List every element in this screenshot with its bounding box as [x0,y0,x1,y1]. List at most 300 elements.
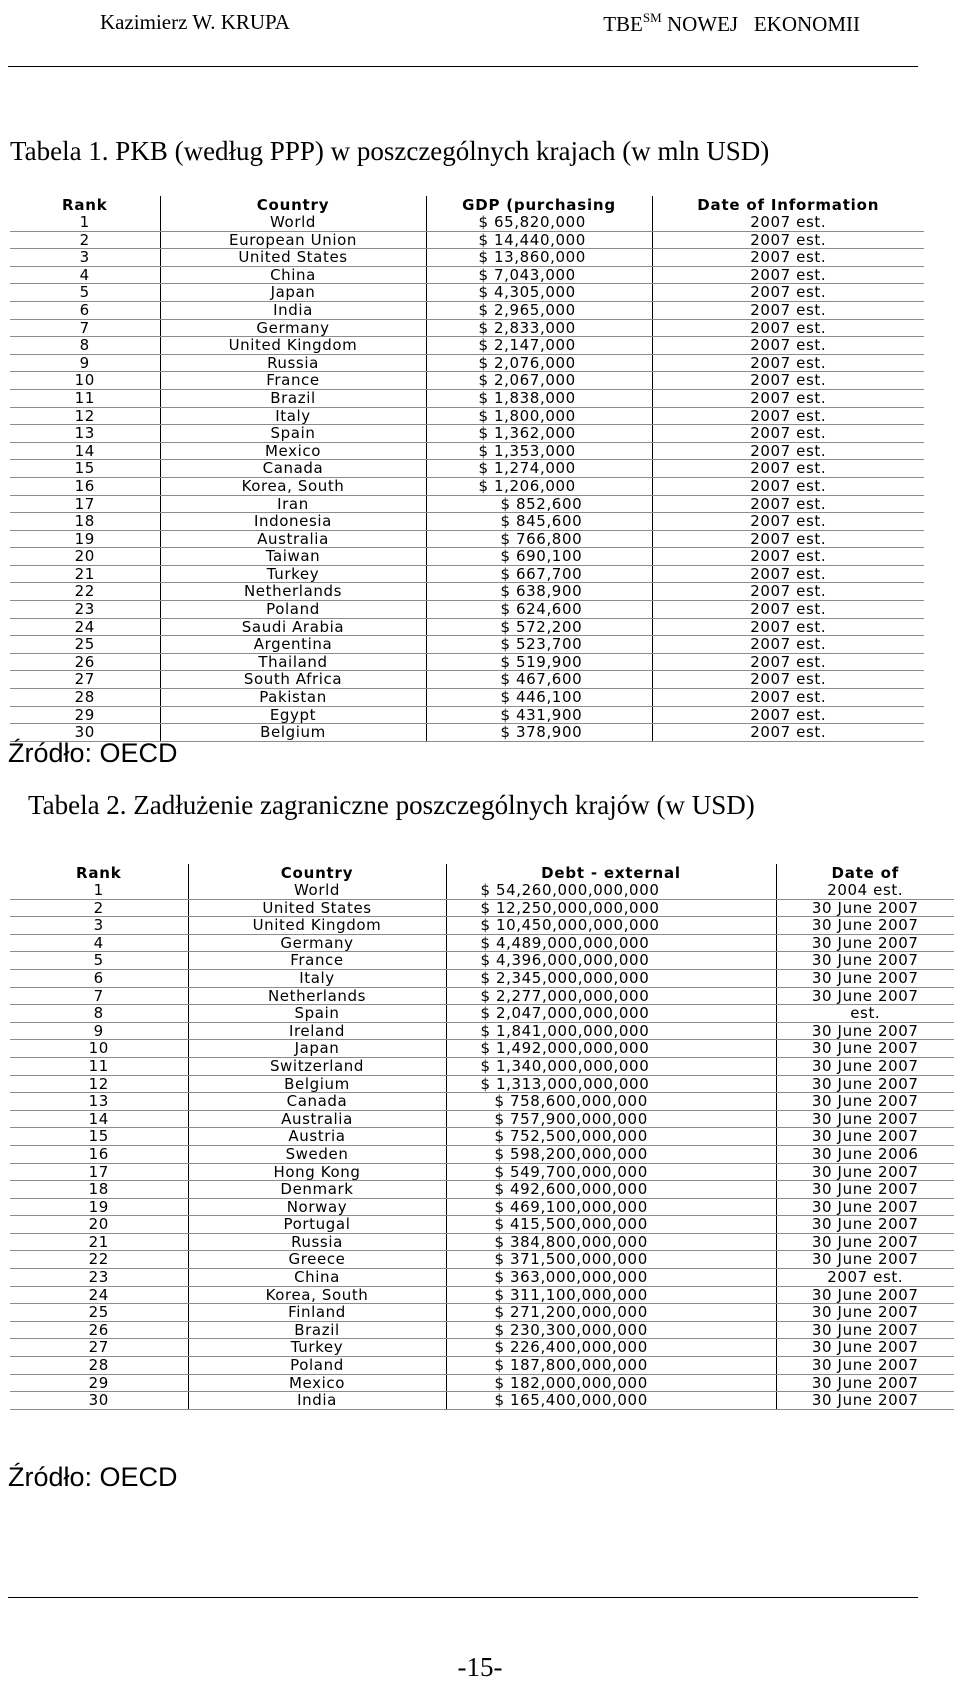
gdp-table-row [10,442,924,460]
date-cell: 30 June 2007 [776,1093,954,1111]
rank-cell: 30 [10,1392,188,1410]
date-cell: 2007 est. [652,372,924,390]
header-rule [8,66,918,67]
date-cell: 30 June 2006 [776,1145,954,1163]
rank-cell: 19 [10,530,160,548]
amount-cell: $ 311,100,000,000 [446,1286,776,1304]
country-cell: Mexico [188,1374,446,1392]
country-cell: Japan [188,1040,446,1058]
debt-table-row [10,1251,954,1269]
gdp-table-row [10,477,924,495]
date-cell: 2007 est. [652,319,924,337]
date-cell: 30 June 2007 [776,1198,954,1216]
amount-cell: $ 2,067,000 [426,372,652,390]
rank-cell: 1 [10,882,188,899]
date-cell: 30 June 2007 [776,969,954,987]
amount-cell: $ 384,800,000,000 [446,1233,776,1251]
date-cell: 30 June 2007 [776,1057,954,1075]
amount-cell: $ 230,300,000,000 [446,1321,776,1339]
date-cell: 30 June 2007 [776,1392,954,1410]
date-cell: 30 June 2007 [776,1163,954,1181]
country-cell: Russia [188,1233,446,1251]
rank-cell: 8 [10,1005,188,1023]
amount-cell: $ 598,200,000,000 [446,1145,776,1163]
date-cell: 30 June 2007 [776,1040,954,1058]
debt-table-row [10,969,954,987]
rank-cell: 12 [10,1075,188,1093]
debt-table-row [10,1075,954,1093]
rank-cell: 6 [10,969,188,987]
date-cell: 2007 est. [776,1269,954,1287]
rank-cell: 13 [10,425,160,443]
date-cell: 30 June 2007 [776,1233,954,1251]
footer-rule [8,1597,918,1598]
country-cell: Russia [160,354,426,372]
debt-table-row [10,899,954,917]
debt-table-row [10,917,954,935]
gdp-table-row [10,565,924,583]
gdp-table-row [10,618,924,636]
country-cell: Brazil [188,1321,446,1339]
country-cell: World [188,882,446,899]
gdp-table-row [10,372,924,390]
country-cell: United Kingdom [188,917,446,935]
amount-cell: $ 4,489,000,000,000 [446,934,776,952]
rank-cell: 27 [10,1339,188,1357]
rank-cell: 2 [10,231,160,249]
rank-cell: 7 [10,319,160,337]
rank-cell: 27 [10,671,160,689]
amount-cell: $ 1,206,000 [426,477,652,495]
date-cell: 2007 est. [652,601,924,619]
country-cell: United States [188,899,446,917]
amount-cell: $ 572,200 [426,618,652,636]
amount-cell: $ 1,274,000 [426,460,652,478]
date-cell: 2007 est. [652,249,924,267]
gdp-table-row [10,636,924,654]
amount-cell: $ 54,260,000,000,000 [446,882,776,899]
amount-cell: $ 690,100 [426,548,652,566]
rank-cell: 24 [10,1286,188,1304]
country-cell: Canada [160,460,426,478]
date-cell: 30 June 2007 [776,1339,954,1357]
rank-cell: 28 [10,689,160,707]
amount-cell: $ 2,965,000 [426,301,652,319]
country-cell: Korea, South [160,477,426,495]
debt-table-row [10,1216,954,1234]
amount-cell: $ 492,600,000,000 [446,1181,776,1199]
journal-superscript: SM [642,10,662,25]
country-cell: Saudi Arabia [160,618,426,636]
amount-cell: $ 1,800,000 [426,407,652,425]
amount-cell: $ 667,700 [426,565,652,583]
gdp-table-row [10,407,924,425]
country-cell: Greece [188,1251,446,1269]
amount-cell: $ 758,600,000,000 [446,1093,776,1111]
gdp-table-row [10,460,924,478]
date-cell: 2007 est. [652,231,924,249]
date-cell: 2007 est. [652,689,924,707]
date-cell: 2007 est. [652,284,924,302]
rank-cell: 20 [10,548,160,566]
amount-cell: $ 1,340,000,000,000 [446,1057,776,1075]
rank-cell: 17 [10,495,160,513]
column-header-rank: Rank [75,864,122,882]
amount-cell: $ 271,200,000,000 [446,1304,776,1322]
amount-cell: $ 1,841,000,000,000 [446,1022,776,1040]
country-cell: Egypt [160,706,426,724]
date-cell: 2007 est. [652,724,924,742]
rank-cell: 30 [10,724,160,742]
debt-table-row [10,987,954,1005]
amount-cell: $ 523,700 [426,636,652,654]
debt-table-row [10,1269,954,1287]
rank-cell: 5 [10,284,160,302]
amount-cell: $ 519,900 [426,653,652,671]
rank-cell: 20 [10,1216,188,1234]
debt-table-row [10,1374,954,1392]
rank-cell: 10 [10,1040,188,1058]
date-cell: 2007 est. [652,407,924,425]
rank-cell: 10 [10,372,160,390]
rank-cell: 15 [10,1128,188,1146]
gdp-table-row [10,319,924,337]
amount-cell: $ 4,305,000 [426,284,652,302]
country-cell: Austria [188,1128,446,1146]
country-cell: Spain [188,1005,446,1023]
gdp-table-row [10,301,924,319]
gdp-table-row [10,214,924,231]
amount-cell: $ 12,250,000,000,000 [446,899,776,917]
country-cell: Indonesia [160,513,426,531]
amount-cell: $ 4,396,000,000,000 [446,952,776,970]
country-cell: Brazil [160,389,426,407]
rank-cell: 16 [10,1145,188,1163]
country-cell: Belgium [160,724,426,742]
amount-cell: $ 2,833,000 [426,319,652,337]
date-cell: 2007 est. [652,389,924,407]
country-cell: Germany [188,934,446,952]
rank-cell: 14 [10,442,160,460]
gdp-table-header-row [10,196,924,214]
rank-cell: 7 [10,987,188,1005]
country-cell: United States [160,249,426,267]
amount-cell: $ 363,000,000,000 [446,1269,776,1287]
header-author: Kazimierz W. KRUPA [100,10,290,34]
country-cell: World [160,214,426,231]
date-cell: 2007 est. [652,565,924,583]
date-cell: 2007 est. [652,495,924,513]
rank-cell: 4 [10,934,188,952]
table1-caption: Tabela 1. PKB (według PPP) w poszczególnych krajach (w mln USD) [10,136,770,166]
rank-cell: 9 [10,1022,188,1040]
column-header-rank: Rank [61,196,108,214]
rank-cell: 24 [10,618,160,636]
country-cell: Finland [188,1304,446,1322]
debt-table-row [10,1286,954,1304]
rank-cell: 22 [10,583,160,601]
country-cell: Australia [160,530,426,548]
rank-cell: 8 [10,337,160,355]
column-header-date: Date of Information [652,196,924,214]
column-header-date: Date of [776,864,954,882]
date-cell: 2007 est. [652,460,924,478]
date-cell: 2007 est. [652,354,924,372]
date-cell: 30 June 2007 [776,1128,954,1146]
date-cell: 2007 est. [652,618,924,636]
amount-cell: $ 446,100 [426,689,652,707]
date-cell: 2007 est. [652,706,924,724]
amount-cell: $ 2,076,000 [426,354,652,372]
gdp-table-row [10,425,924,443]
date-cell: 2007 est. [652,442,924,460]
gdp-table-row [10,601,924,619]
date-cell: 2004 est. [776,882,954,899]
country-cell: Taiwan [160,548,426,566]
country-cell: Norway [188,1198,446,1216]
amount-cell: $ 431,900 [426,706,652,724]
date-cell: 30 June 2007 [776,1321,954,1339]
date-cell: 30 June 2007 [776,1357,954,1375]
amount-cell: $ 2,147,000 [426,337,652,355]
rank-cell: 21 [10,1233,188,1251]
date-cell: 30 June 2007 [776,1374,954,1392]
rank-cell: 25 [10,1304,188,1322]
debt-table-row [10,1198,954,1216]
country-cell: France [188,952,446,970]
country-cell: Australia [188,1110,446,1128]
date-cell: 30 June 2007 [776,899,954,917]
amount-cell: $ 2,345,000,000,000 [446,969,776,987]
country-cell: Switzerland [188,1057,446,1075]
amount-cell: $ 845,600 [426,513,652,531]
rank-cell: 21 [10,565,160,583]
date-cell: 2007 est. [652,337,924,355]
debt-table-row [10,1339,954,1357]
country-cell: Netherlands [188,987,446,1005]
debt-table-row [10,1110,954,1128]
country-cell: Spain [160,425,426,443]
rank-cell: 6 [10,301,160,319]
date-cell: 30 June 2007 [776,1075,954,1093]
country-cell: United Kingdom [160,337,426,355]
rank-cell: 26 [10,1321,188,1339]
date-cell: 2007 est. [652,653,924,671]
amount-cell: $ 378,900 [426,724,652,742]
amount-cell: $ 14,440,000 [426,231,652,249]
rank-cell: 18 [10,1181,188,1199]
amount-cell: $ 1,362,000 [426,425,652,443]
amount-cell: $ 13,860,000 [426,249,652,267]
amount-cell: $ 766,800 [426,530,652,548]
country-cell: Italy [188,969,446,987]
amount-cell: $ 226,400,000,000 [446,1339,776,1357]
debt-table-row [10,1128,954,1146]
gdp-table-row [10,266,924,284]
column-header-country: Country [160,196,426,214]
country-cell: Japan [160,284,426,302]
country-cell: Denmark [188,1181,446,1199]
amount-cell: $ 7,043,000 [426,266,652,284]
column-header-country: Country [188,864,446,882]
debt-table-row [10,1321,954,1339]
rank-cell: 23 [10,601,160,619]
rank-cell: 25 [10,636,160,654]
gdp-table-row [10,513,924,531]
country-cell: Poland [160,601,426,619]
rank-cell: 26 [10,653,160,671]
country-cell: Argentina [160,636,426,654]
debt-table-row [10,1233,954,1251]
amount-cell: $ 2,047,000,000,000 [446,1005,776,1023]
amount-cell: $ 467,600 [426,671,652,689]
country-cell: Korea, South [188,1286,446,1304]
rank-cell: 5 [10,952,188,970]
debt-table-body [10,882,954,1409]
amount-cell: $ 1,838,000 [426,389,652,407]
amount-cell: $ 187,800,000,000 [446,1357,776,1375]
debt-table-row [10,1057,954,1075]
rank-cell: 9 [10,354,160,372]
gdp-table-row [10,337,924,355]
rank-cell: 28 [10,1357,188,1375]
date-cell: 30 June 2007 [776,1251,954,1269]
amount-cell: $ 415,500,000,000 [446,1216,776,1234]
rank-cell: 29 [10,1374,188,1392]
country-cell: China [188,1269,446,1287]
gdp-table-row [10,583,924,601]
gdp-table-row [10,689,924,707]
country-cell: Turkey [188,1339,446,1357]
date-cell: 2007 est. [652,477,924,495]
debt-table-row [10,1145,954,1163]
country-cell: Mexico [160,442,426,460]
gdp-table-row [10,231,924,249]
date-cell: est. [776,1005,954,1023]
amount-cell: $ 469,100,000,000 [446,1198,776,1216]
rank-cell: 18 [10,513,160,531]
rank-cell: 14 [10,1110,188,1128]
amount-cell: $ 638,900 [426,583,652,601]
amount-cell: $ 371,500,000,000 [446,1251,776,1269]
date-cell: 2007 est. [652,425,924,443]
rank-cell: 2 [10,899,188,917]
header-journal-title [603,10,860,37]
rank-cell: 3 [10,249,160,267]
debt-table-row [10,1005,954,1023]
gdp-table-row [10,284,924,302]
country-cell: India [160,301,426,319]
gdp-table-row [10,354,924,372]
table2-caption: Tabela 2. Zadłużenie zagraniczne poszczególnych krajów (w USD) [28,790,755,820]
date-cell: 2007 est. [652,513,924,531]
amount-cell: $ 165,400,000,000 [446,1392,776,1410]
debt-table-header-row [10,864,954,882]
gdp-table-row [10,495,924,513]
country-cell: Italy [160,407,426,425]
column-header-gdp: GDP (purchasing [426,196,652,214]
rank-cell: 29 [10,706,160,724]
table2-source: Źródło: OECD [8,1462,178,1492]
amount-cell: $ 1,313,000,000,000 [446,1075,776,1093]
country-cell: Turkey [160,565,426,583]
country-cell: Pakistan [160,689,426,707]
date-cell: 2007 est. [652,266,924,284]
country-cell: Canada [188,1093,446,1111]
country-cell: Belgium [188,1075,446,1093]
country-cell: China [160,266,426,284]
amount-cell: $ 182,000,000,000 [446,1374,776,1392]
country-cell: Poland [188,1357,446,1375]
date-cell: 2007 est. [652,583,924,601]
date-cell: 2007 est. [652,214,924,231]
date-cell: 2007 est. [652,548,924,566]
rank-cell: 23 [10,1269,188,1287]
page-number: -15- [457,1652,503,1682]
rank-cell: 3 [10,917,188,935]
country-cell: Germany [160,319,426,337]
country-cell: France [160,372,426,390]
date-cell: 30 June 2007 [776,952,954,970]
date-cell: 2007 est. [652,671,924,689]
gdp-table-row [10,530,924,548]
country-cell: Portugal [188,1216,446,1234]
country-cell: South Africa [160,671,426,689]
rank-cell: 11 [10,1057,188,1075]
country-cell: Ireland [188,1022,446,1040]
debt-table-row [10,934,954,952]
debt-table-row [10,1304,954,1322]
date-cell: 2007 est. [652,636,924,654]
date-cell: 30 June 2007 [776,987,954,1005]
gdp-table [10,196,924,742]
debt-table-row [10,882,954,899]
country-cell: Netherlands [160,583,426,601]
journal-rest: NOWEJ EKONOMII [661,12,860,36]
gdp-table-row [10,671,924,689]
gdp-table-row [10,653,924,671]
running-header [100,10,860,44]
country-cell: Iran [160,495,426,513]
journal-prefix: TBE [603,12,643,36]
debt-table-row [10,1040,954,1058]
date-cell: 30 June 2007 [776,1216,954,1234]
amount-cell: $ 752,500,000,000 [446,1128,776,1146]
amount-cell: $ 10,450,000,000,000 [446,917,776,935]
amount-cell: $ 65,820,000 [426,214,652,231]
debt-table-row [10,1181,954,1199]
amount-cell: $ 549,700,000,000 [446,1163,776,1181]
amount-cell: $ 852,600 [426,495,652,513]
date-cell: 30 June 2007 [776,1110,954,1128]
date-cell: 30 June 2007 [776,1022,954,1040]
date-cell: 30 June 2007 [776,1181,954,1199]
table1-source: Źródło: OECD [8,738,178,768]
rank-cell: 11 [10,389,160,407]
debt-table-row [10,1022,954,1040]
amount-cell: $ 1,353,000 [426,442,652,460]
gdp-table-body [10,214,924,741]
date-cell: 2007 est. [652,530,924,548]
amount-cell: $ 2,277,000,000,000 [446,987,776,1005]
debt-table [10,864,954,1410]
date-cell: 30 June 2007 [776,1286,954,1304]
debt-table-row [10,1093,954,1111]
rank-cell: 15 [10,460,160,478]
rank-cell: 12 [10,407,160,425]
country-cell: Sweden [188,1145,446,1163]
date-cell: 30 June 2007 [776,917,954,935]
